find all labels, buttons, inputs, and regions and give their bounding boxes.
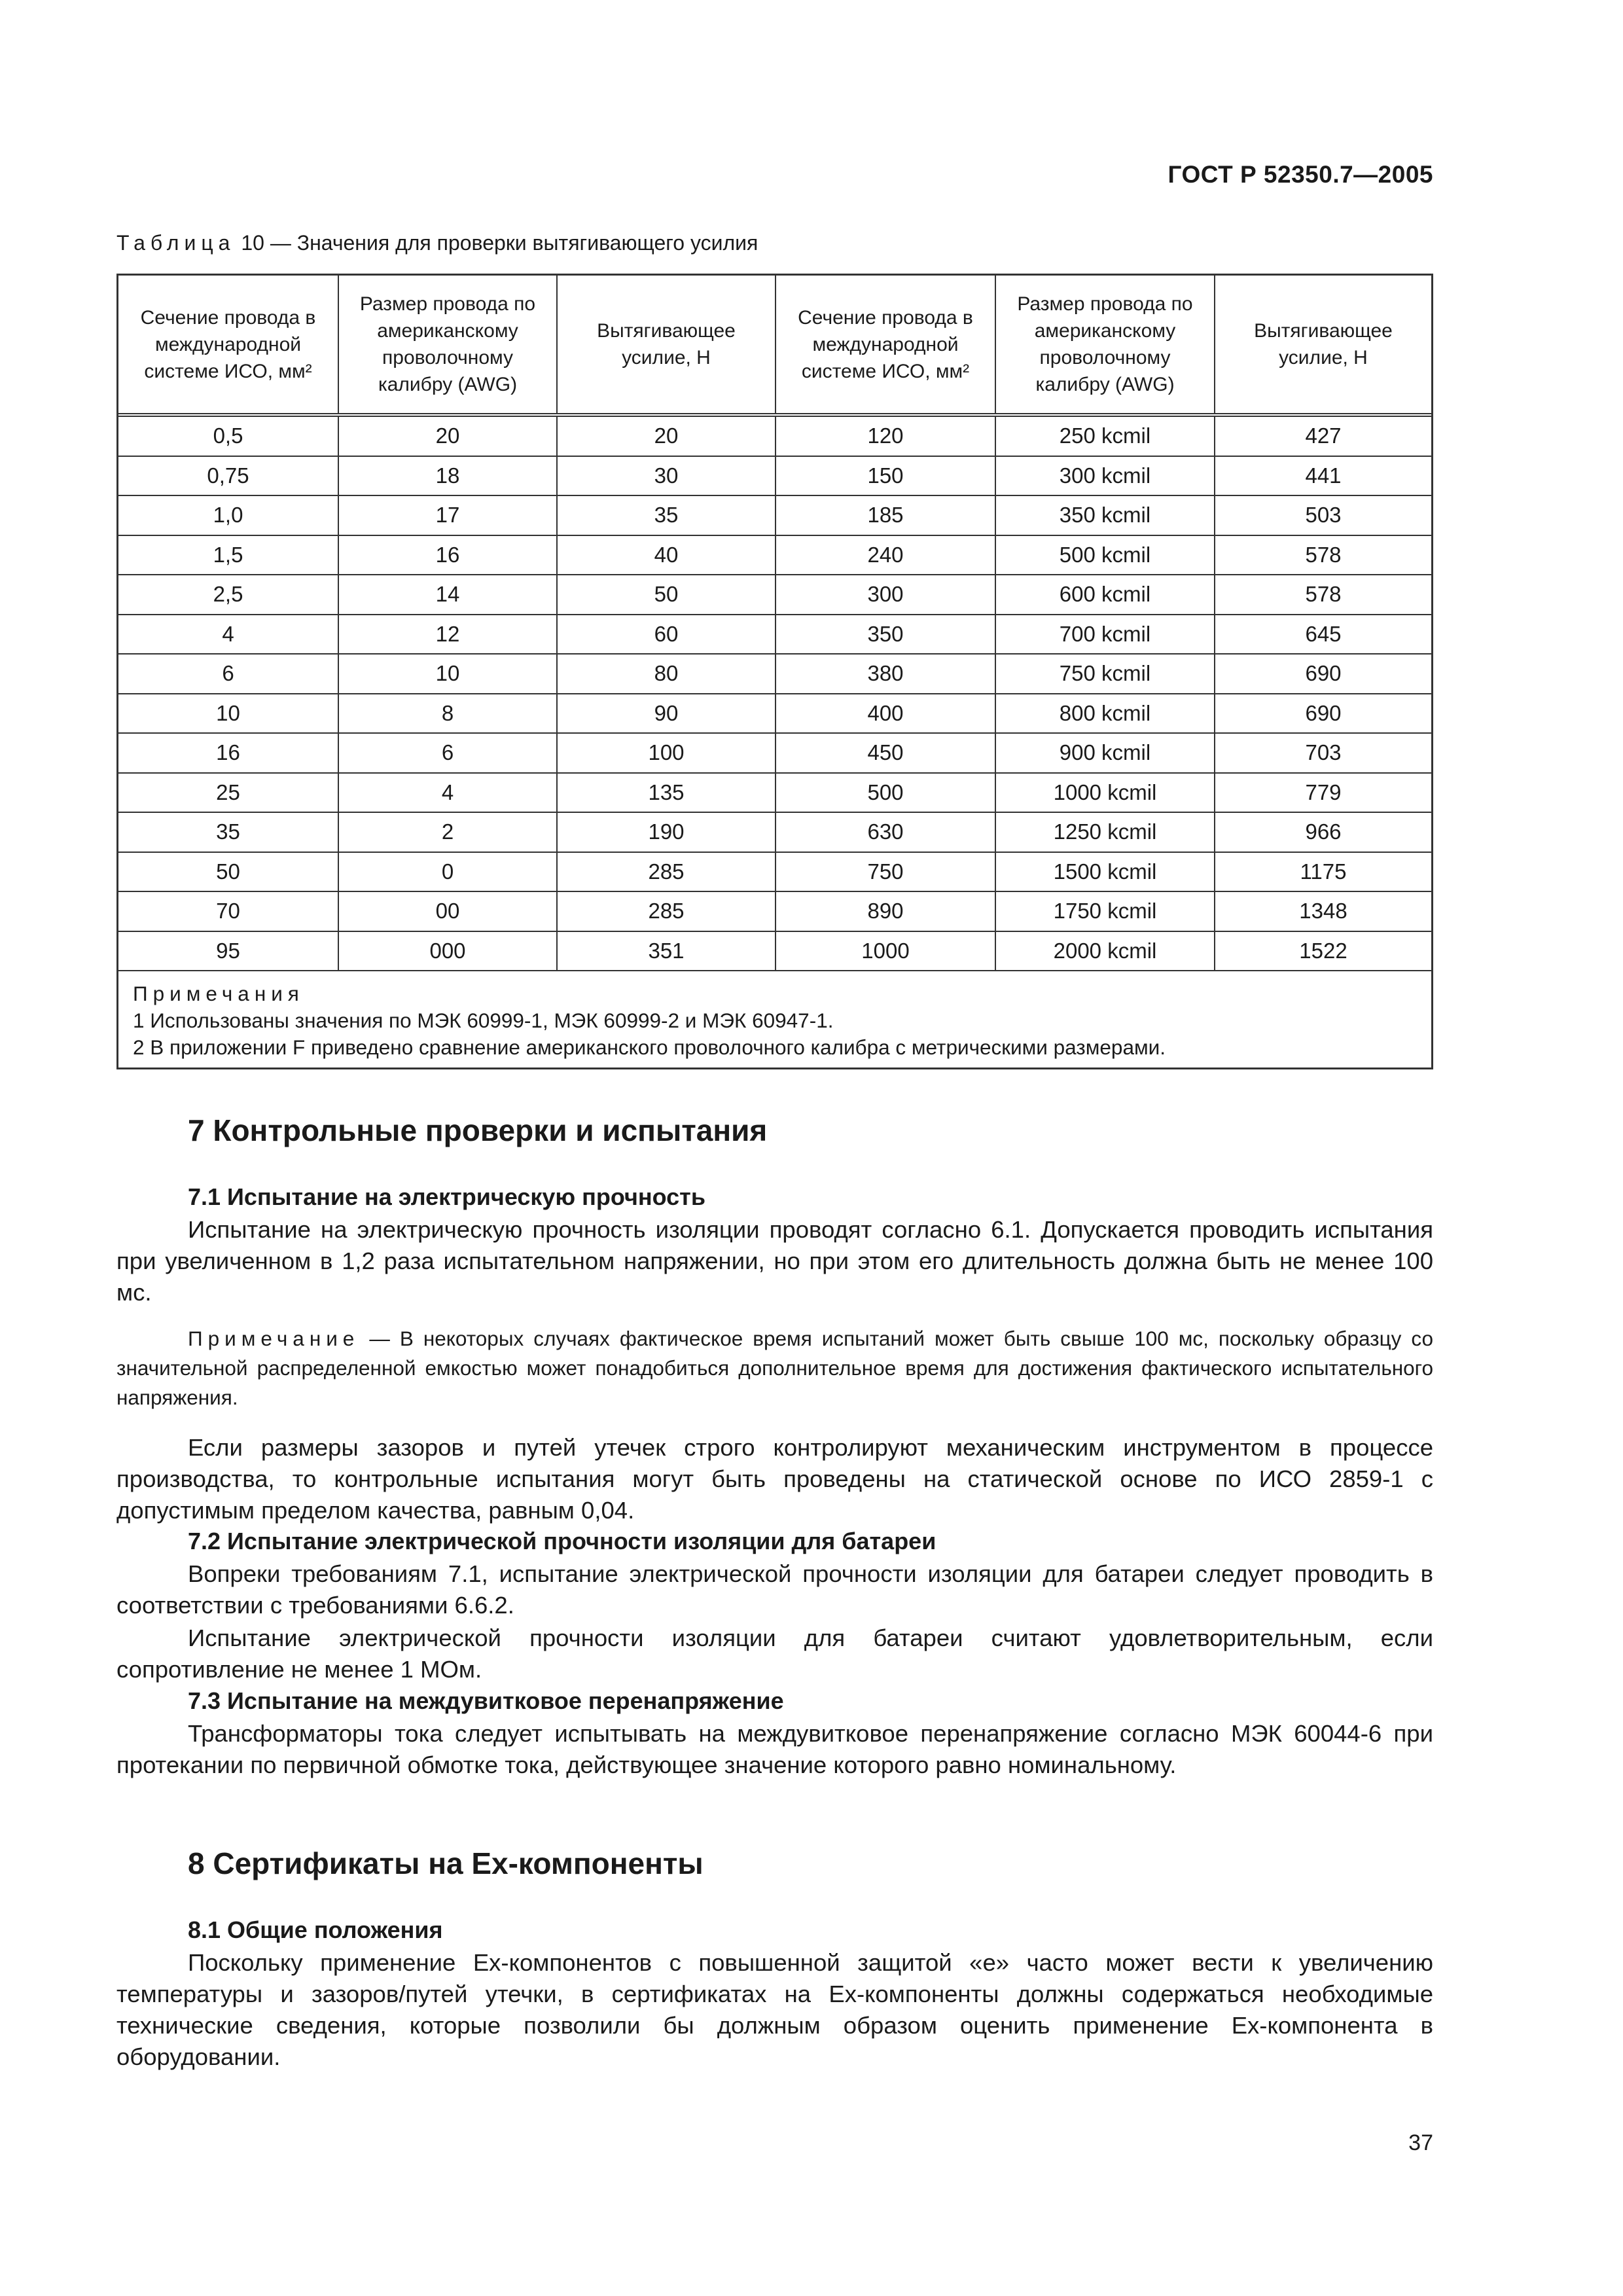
cell-iso-section: 630 — [776, 813, 996, 852]
cell-pull-force: 351 — [558, 932, 776, 971]
table-row — [118, 655, 1431, 694]
cell-iso-section: 150 — [776, 457, 996, 495]
section-7-1-paragraph: Испытание на электрическую прочность изоляции проводят согласно 6.1. Допускается проводить испытания при увеличенном в 1,2 раза испытательном напряжении, но при этом его длительность должна быть не менее 100 мс. — [116, 1216, 1433, 1306]
cell-pull-force: 779 — [1305, 780, 1342, 804]
section-8-1-title: 8.1 Общие положения — [188, 1916, 443, 1943]
table-row — [118, 932, 1431, 972]
cell-awg-size: 900 kcmil — [996, 734, 1215, 772]
cell-iso-section: 450 — [776, 734, 996, 772]
cell-awg-size: 18 — [339, 457, 558, 495]
header-pull-force: Вытягивающее усилие, Н — [558, 276, 776, 413]
header-iso-section: Сечение провода в международной системе ИСО, мм² — [776, 276, 996, 413]
cell-awg-size: 1750 kcmil — [996, 892, 1215, 931]
cell-pull-force: 100 — [558, 734, 776, 772]
table-row — [118, 496, 1431, 536]
table-row — [118, 575, 1431, 615]
cell-pull-force: 90 — [558, 694, 776, 733]
cell-iso-section: 6 — [118, 655, 339, 693]
cell-iso-section: 50 — [118, 853, 339, 891]
section-7-2-paragraph: Вопреки требованиям 7.1, испытание электрической прочности изоляции для батареи следует проводить в соответствии с требованиями 6.6.2. — [116, 1560, 1433, 1619]
notes-title: Примечания — [133, 982, 304, 1005]
cell-iso-section: 300 — [776, 575, 996, 614]
table-row — [118, 417, 1431, 457]
cell-iso-section: 0,5 — [118, 417, 339, 456]
cell-pull-force: 135 — [558, 774, 776, 812]
cell-pull-force: 1522 — [1299, 938, 1347, 963]
section-8-title: 8 Сертификаты на Ex-компоненты — [188, 1846, 704, 1880]
cell-iso-section: 95 — [118, 932, 339, 971]
cell-pull-force: 645 — [1305, 621, 1342, 646]
note-2: 2 В приложении F приведено сравнение американского проволочного калибра с метрическими размерами. — [133, 1035, 1166, 1059]
header-iso-section: Сечение провода в международной системе ИСО, мм² — [118, 276, 339, 413]
cell-iso-section: 500 — [776, 774, 996, 812]
table-row — [118, 853, 1431, 893]
cell-iso-section: 1,0 — [118, 496, 339, 535]
cell-iso-section: 1000 — [776, 932, 996, 971]
cell-awg-size: 2 — [339, 813, 558, 852]
cell-iso-section: 2,5 — [118, 575, 339, 614]
cell-awg-size: 600 kcmil — [996, 575, 1215, 614]
cell-pull-force: 30 — [558, 457, 776, 495]
cell-iso-section: 16 — [118, 734, 339, 772]
cell-pull-force: 441 — [1305, 463, 1342, 488]
cell-iso-section: 4 — [118, 615, 339, 654]
cell-iso-section: 70 — [118, 892, 339, 931]
cell-awg-size: 00 — [339, 892, 558, 931]
page-number: 37 — [1408, 2130, 1433, 2155]
cell-iso-section: 890 — [776, 892, 996, 931]
table-row — [118, 536, 1431, 576]
cell-awg-size: 6 — [339, 734, 558, 772]
table-caption-text: 10 — Значения для проверки вытягивающего усилия — [241, 231, 758, 255]
cell-iso-section: 750 — [776, 853, 996, 891]
cell-iso-section: 25 — [118, 774, 339, 812]
cell-pull-force: 35 — [558, 496, 776, 535]
cell-awg-size: 000 — [339, 932, 558, 971]
section-7-2-paragraph-2: Испытание электрической прочности изоляции для батареи считают удовлетворительным, если сопротивление не менее 1 МОм. — [116, 1624, 1433, 1683]
table-row — [118, 813, 1431, 853]
cell-awg-size: 700 kcmil — [996, 615, 1215, 654]
note-text: — В некоторых случаях фактическое время испытаний может быть свыше 100 мс, поскольку образцу со значительной распределенной емкостью может понадобиться дополнительное время для достижения фактического испытательного напряжения. — [116, 1327, 1433, 1409]
cell-iso-section: 400 — [776, 694, 996, 733]
cell-iso-section: 1,5 — [118, 536, 339, 575]
section-7-2-title: 7.2 Испытание электрической прочности изоляции для батареи — [188, 1528, 936, 1554]
cell-pull-force: 1175 — [1300, 859, 1347, 884]
cell-awg-size: 500 kcmil — [996, 536, 1215, 575]
header-awg-size: Размер провода по американскому проволочному калибру (AWG) — [339, 276, 558, 413]
section-7-3-title: 7.3 Испытание на междувитковое перенапряжение — [188, 1687, 784, 1714]
cell-pull-force: 578 — [1305, 582, 1342, 607]
cell-pull-force: 50 — [558, 575, 776, 614]
cell-pull-force: 427 — [1305, 423, 1342, 448]
cell-pull-force: 80 — [558, 655, 776, 693]
table-caption-word: Таблица — [116, 231, 236, 255]
cell-awg-size: 2000 kcmil — [996, 932, 1215, 971]
cell-awg-size: 20 — [339, 417, 558, 456]
section-7-3-paragraph: Трансформаторы тока следует испытывать на междувитковое перенапряжение согласно МЭК 60044-6 при протекании по первичной обмотке тока, действующее значение которого равно номинальному. — [116, 1720, 1433, 1778]
cell-awg-size: 1000 kcmil — [996, 774, 1215, 812]
section-8-1-paragraph: Поскольку применение Ex-компонентов с повышенной защитой «е» часто может вести к увеличению температуры и зазоров/путей утечки, в сертификатах на Ex-компоненты должны содержаться необходимые технические сведения, которые позволили бы должным образом оценить применение Ex-компонента в оборудовании. — [116, 1949, 1433, 2070]
pull-force-table — [116, 274, 1433, 1069]
cell-pull-force: 578 — [1305, 542, 1342, 567]
cell-pull-force: 60 — [558, 615, 776, 654]
cell-awg-size: 250 kcmil — [996, 417, 1215, 456]
cell-awg-size: 350 kcmil — [996, 496, 1215, 535]
cell-iso-section: 185 — [776, 496, 996, 535]
cell-pull-force: 690 — [1305, 661, 1342, 686]
cell-pull-force: 285 — [558, 892, 776, 931]
note-label: Примечание — [188, 1327, 360, 1350]
note-1: 1 Использованы значения по МЭК 60999-1, МЭК 60999-2 и МЭК 60947-1. — [133, 1009, 834, 1032]
cell-awg-size: 1500 kcmil — [996, 853, 1215, 891]
cell-awg-size: 0 — [339, 853, 558, 891]
cell-iso-section: 10 — [118, 694, 339, 733]
cell-awg-size: 16 — [339, 536, 558, 575]
cell-pull-force: 20 — [558, 417, 776, 456]
cell-awg-size: 17 — [339, 496, 558, 535]
cell-awg-size: 10 — [339, 655, 558, 693]
cell-awg-size: 8 — [339, 694, 558, 733]
cell-awg-size: 750 kcmil — [996, 655, 1215, 693]
cell-awg-size: 800 kcmil — [996, 694, 1215, 733]
table-caption — [116, 231, 758, 255]
table-row — [118, 892, 1431, 932]
cell-pull-force: 503 — [1305, 503, 1342, 528]
cell-awg-size: 12 — [339, 615, 558, 654]
cell-awg-size: 4 — [339, 774, 558, 812]
table-notes — [118, 971, 1431, 1067]
section-7-1-title: 7.1 Испытание на электрическую прочность — [188, 1183, 705, 1210]
header-awg-size: Размер провода по американскому проволочному калибру (AWG) — [996, 276, 1215, 413]
section-7-title: 7 Контрольные проверки и испытания — [188, 1113, 768, 1147]
table-row — [118, 615, 1431, 655]
cell-iso-section: 350 — [776, 615, 996, 654]
section-7-1-note — [116, 1324, 1433, 1412]
cell-pull-force: 190 — [558, 813, 776, 852]
table-row — [118, 774, 1431, 814]
cell-pull-force: 690 — [1305, 700, 1342, 725]
table-row — [118, 457, 1431, 497]
cell-awg-size: 14 — [339, 575, 558, 614]
cell-iso-section: 35 — [118, 813, 339, 852]
cell-iso-section: 380 — [776, 655, 996, 693]
cell-iso-section: 240 — [776, 536, 996, 575]
cell-pull-force: 40 — [558, 536, 776, 575]
table-row — [118, 694, 1431, 734]
table-body — [118, 417, 1431, 971]
cell-iso-section: 0,75 — [118, 457, 339, 495]
table-header-row — [118, 276, 1431, 417]
section-7-1-paragraph-2: Если размеры зазоров и путей утечек строго контролируют механическим инструментом в процессе производства, то контрольные испытания могут быть проведены на статической основе по ИСО 2859-1 с допустимым пределом качества, равным 0,04. — [116, 1434, 1433, 1524]
cell-awg-size: 300 kcmil — [996, 457, 1215, 495]
document-id: ГОСТ Р 52350.7—2005 — [1168, 161, 1433, 188]
cell-pull-force: 1348 — [1299, 899, 1347, 924]
header-pull-force: Вытягивающее усилие, Н — [1254, 320, 1393, 368]
cell-pull-force: 966 — [1305, 819, 1342, 844]
cell-pull-force: 285 — [558, 853, 776, 891]
table-row — [118, 734, 1431, 774]
cell-awg-size: 1250 kcmil — [996, 813, 1215, 852]
cell-pull-force: 703 — [1305, 740, 1342, 765]
cell-iso-section: 120 — [776, 417, 996, 456]
